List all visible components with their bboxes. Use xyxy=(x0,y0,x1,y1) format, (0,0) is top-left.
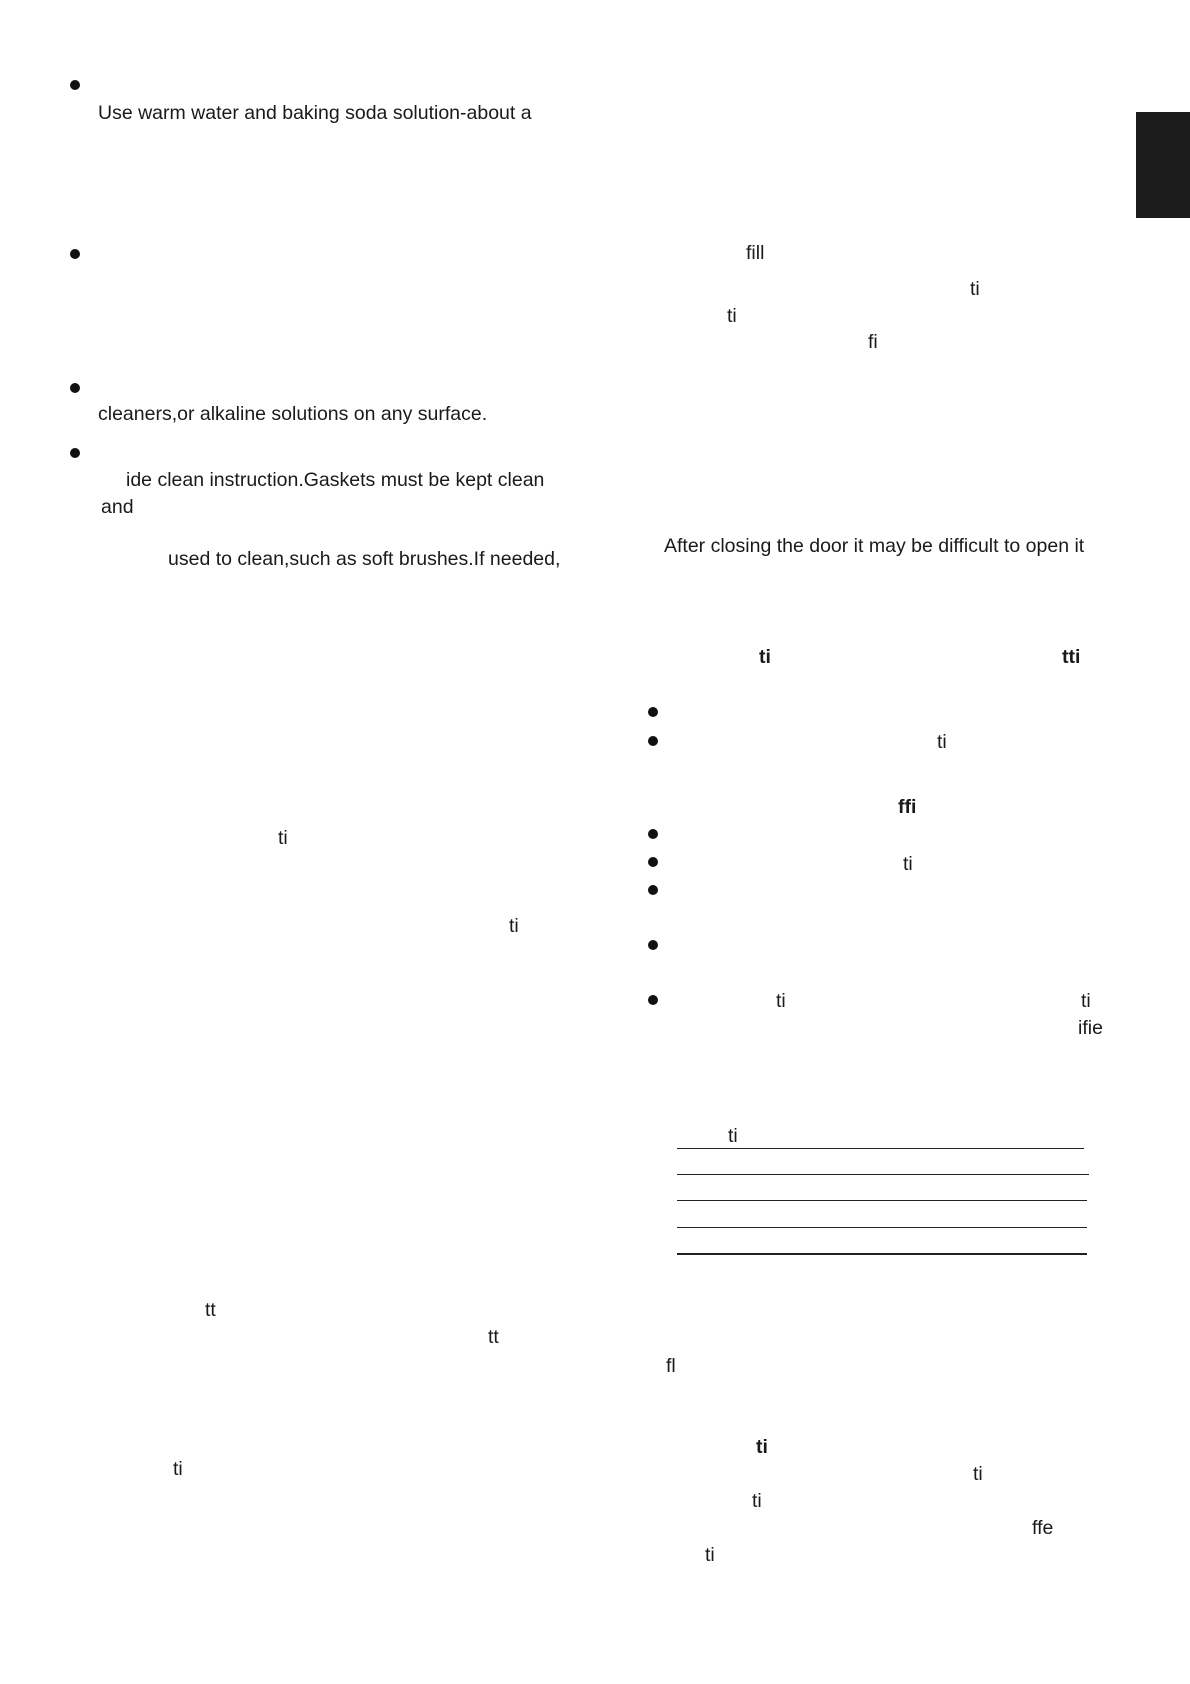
table-rule xyxy=(677,1200,1087,1201)
ligature-fragment: tt xyxy=(205,1299,216,1321)
ligature-fragment: tt xyxy=(488,1326,499,1348)
bullet-dot xyxy=(70,383,80,393)
ligature-fragment: ti xyxy=(1081,990,1091,1012)
section-heading-fragment: ti xyxy=(759,646,771,668)
bullet-dot xyxy=(70,249,80,259)
table-rule xyxy=(677,1148,1084,1149)
ligature-fragment: ti xyxy=(970,278,980,300)
table-rule xyxy=(677,1174,1089,1175)
bullet-4-line-4: used to clean,such as soft brushes.If needed, xyxy=(168,548,561,570)
table-header-fragment: ti xyxy=(728,1125,738,1147)
ligature-fragment: ti xyxy=(903,853,913,875)
bullet-4-line-3: and xyxy=(101,496,134,518)
bullet-dot xyxy=(648,940,658,950)
ligature-fragment: ifie xyxy=(1078,1017,1103,1039)
ligature-fragment: ti xyxy=(278,827,288,849)
ligature-fragment: ti xyxy=(937,731,947,753)
ligature-fragment: ti xyxy=(973,1463,983,1485)
bullet-dot xyxy=(70,80,80,90)
ligature-fragment: ti xyxy=(705,1544,715,1566)
bullet-dot xyxy=(648,829,658,839)
bullet-4-line-2: ide clean instruction.Gaskets must be kept clean xyxy=(126,469,545,491)
bullet-dot xyxy=(648,857,658,867)
bullet-dot xyxy=(648,885,658,895)
section-heading-fragment: ffi xyxy=(898,796,917,818)
side-tab xyxy=(1136,112,1190,218)
table-rule xyxy=(677,1227,1087,1228)
ligature-fragment: ti xyxy=(173,1458,183,1480)
section-heading-fragment: ti xyxy=(756,1436,768,1458)
table-rule xyxy=(677,1253,1087,1255)
bullet-dot xyxy=(648,707,658,717)
ligature-fragment: ti xyxy=(727,305,737,327)
bullet-dot xyxy=(648,736,658,746)
ligature-fragment: fl xyxy=(666,1355,676,1377)
ligature-fragment: ti xyxy=(776,990,786,1012)
ligature-fragment: fi xyxy=(868,331,878,353)
bullet-1-line-1: Use warm water and baking soda solution-about a xyxy=(98,102,532,124)
ligature-fragment: ffe xyxy=(1032,1517,1054,1539)
section-heading-fragment: tti xyxy=(1062,646,1081,668)
ligature-fragment: ti xyxy=(752,1490,762,1512)
ligature-fragment: fill xyxy=(746,242,765,264)
bullet-dot xyxy=(70,448,80,458)
bullet-3-line-2: cleaners,or alkaline solutions on any surface. xyxy=(98,403,488,425)
door-text: After closing the door it may be difficult to open it xyxy=(664,535,1085,557)
bullet-dot xyxy=(648,995,658,1005)
ligature-fragment: ti xyxy=(509,915,519,937)
